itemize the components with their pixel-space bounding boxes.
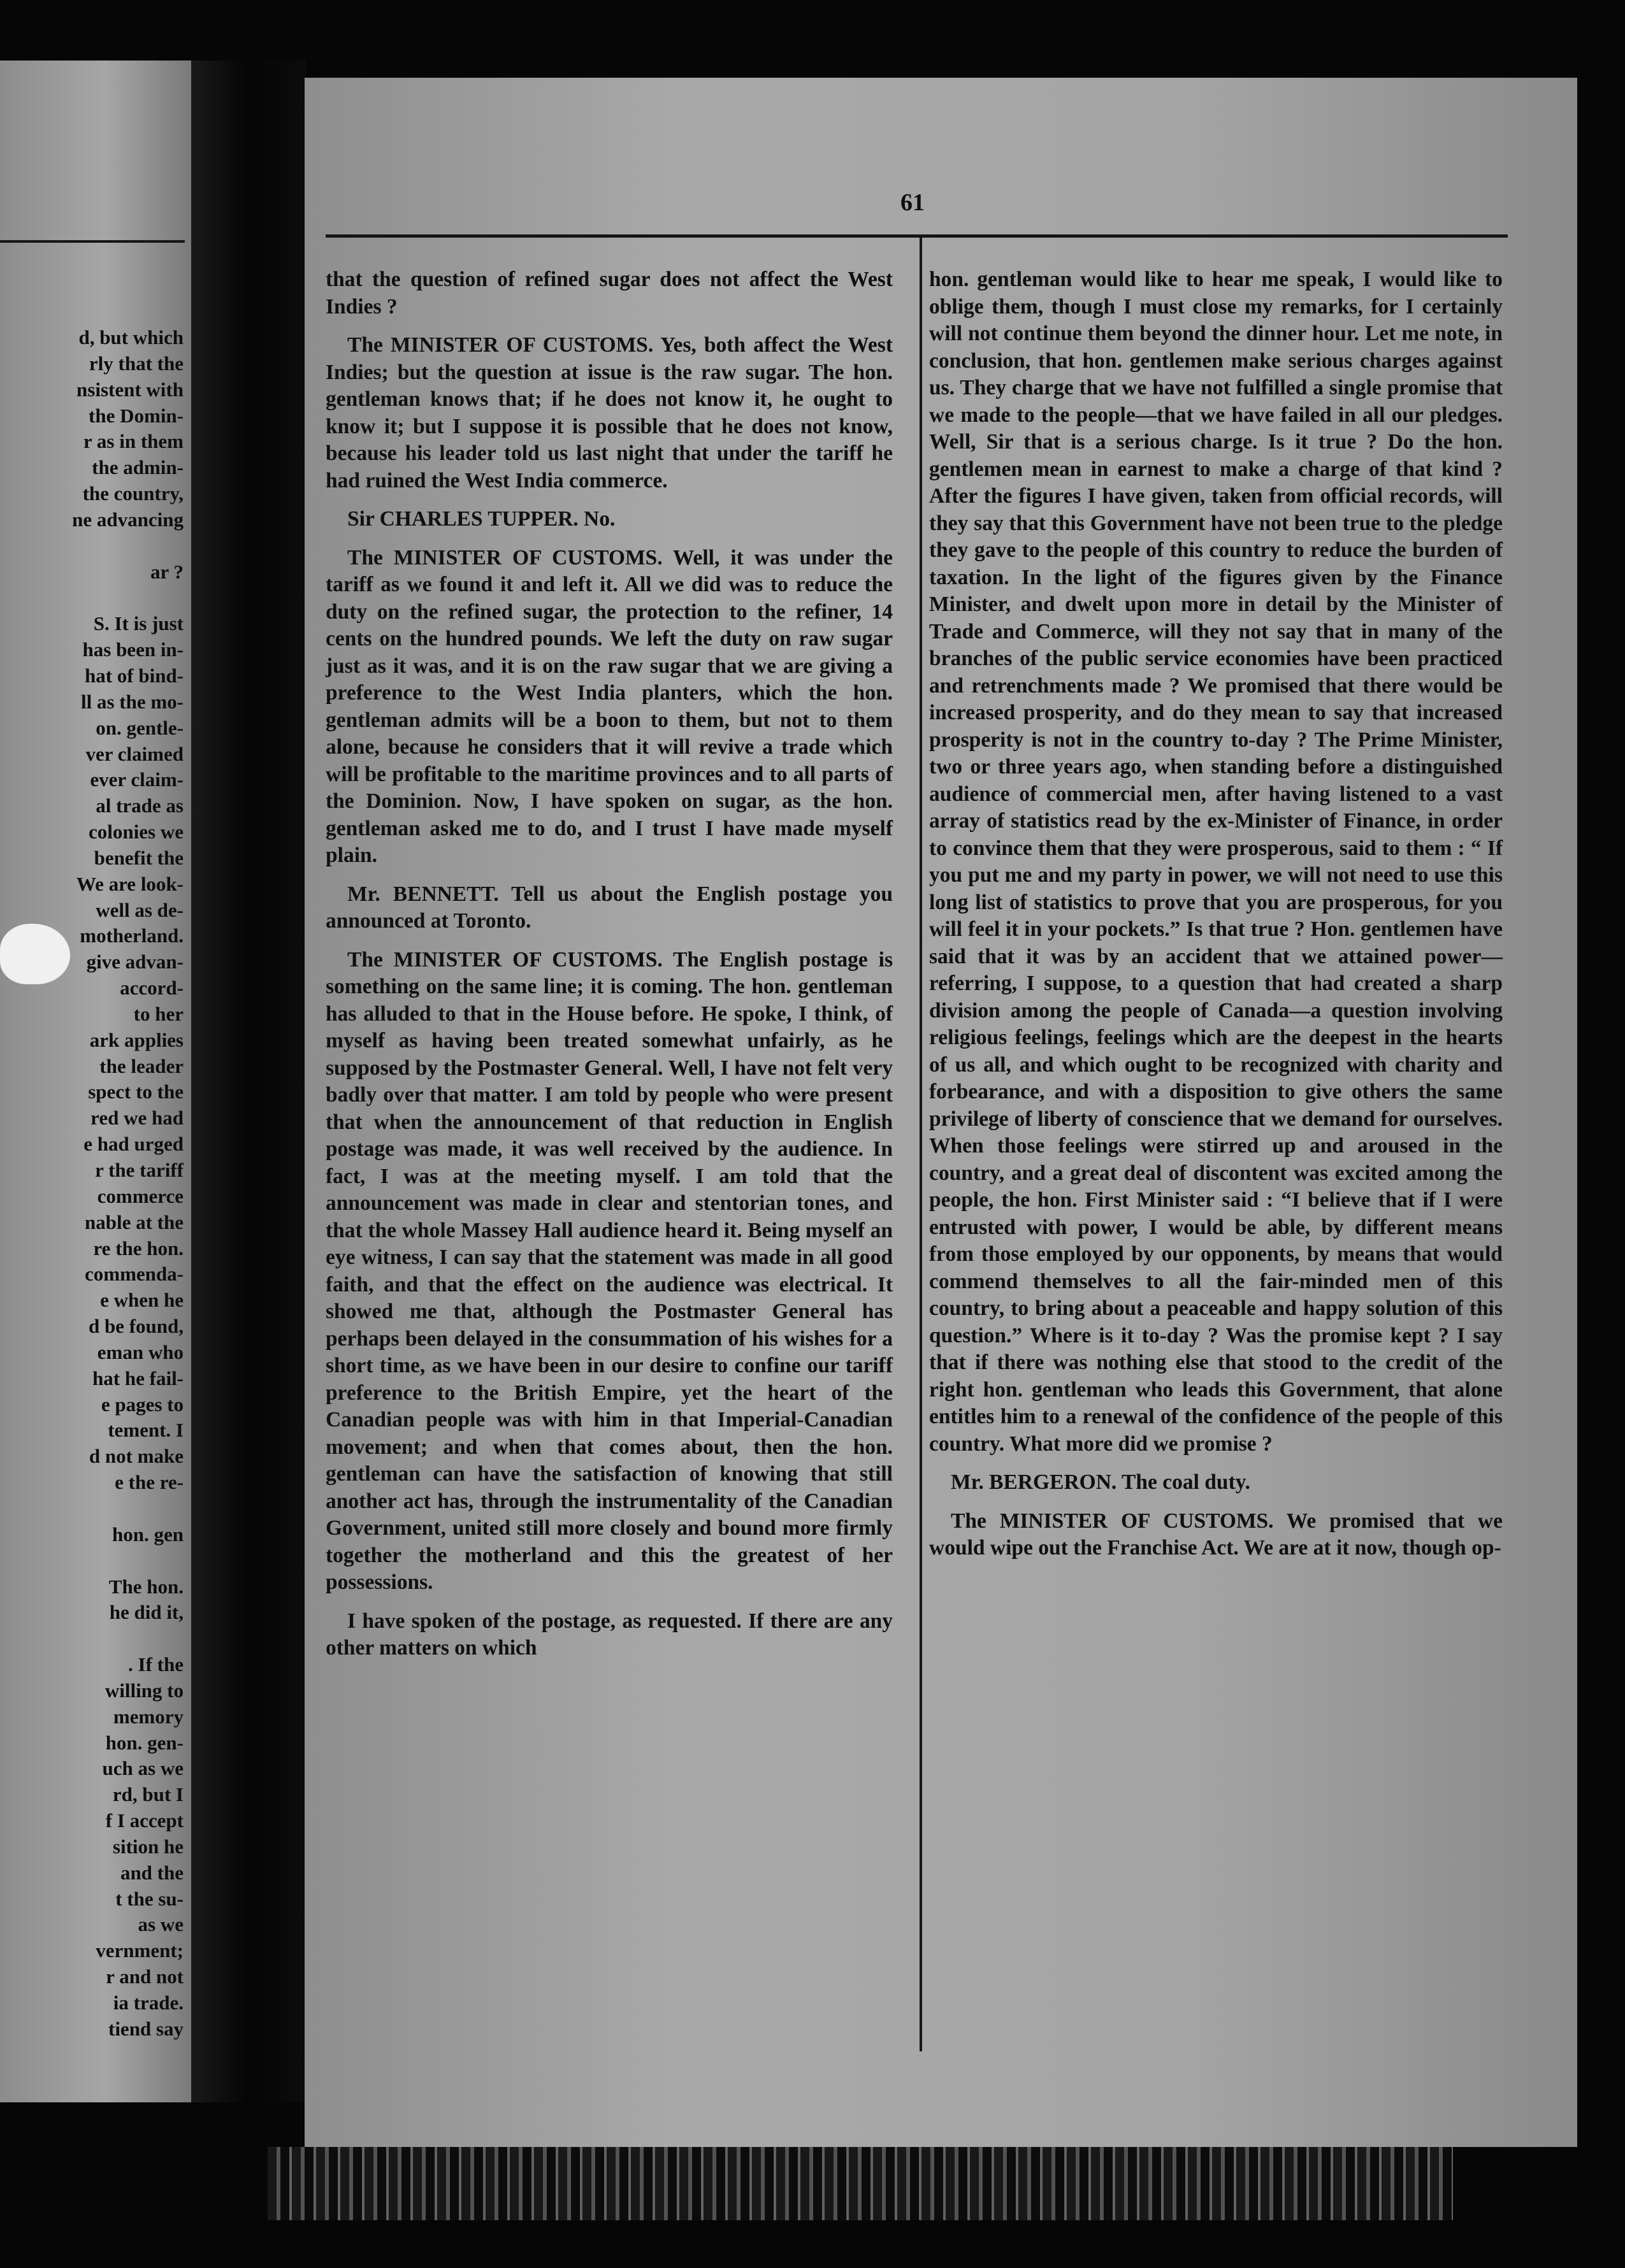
column-divider: [920, 237, 922, 2051]
left-page-line: colonies we: [89, 821, 184, 843]
left-page-line: hon. gen-: [105, 1731, 184, 1754]
left-page-line: on. gentle-: [96, 716, 184, 739]
paragraph: The MINISTER OF CUSTOMS. We promised that we would wipe out the Franchise Act. We are at it now, though op-: [929, 1509, 1503, 1560]
left-page-line: the country,: [82, 482, 184, 505]
right-column: [929, 266, 1503, 1562]
left-page-line: t the su-: [115, 1887, 184, 1910]
left-page-line: give advan-: [86, 951, 184, 973]
paragraph: Mr. BERGERON. The coal duty.: [951, 1470, 1250, 1494]
paragraph: The MINISTER OF CUSTOMS. Yes, both affect the West Indies; but the question at issue is the raw sugar. The hon. gentleman knows that; if he does not know it, he ought to know it; but I suppose it is possible that he does not know, because his leader told us last night that under the tariff he had ruined the West India commerce.: [326, 333, 893, 492]
paragraph: Mr. BENNETT. Tell us about the English postage you announced at Toronto.: [326, 882, 893, 933]
left-page-line: d not make: [89, 1445, 184, 1468]
header-rule: [326, 234, 1508, 238]
left-page-line: d, but which: [78, 326, 184, 348]
left-page-line: willing to: [105, 1679, 184, 1702]
left-page-line: red we had: [90, 1107, 184, 1130]
page-gutter: [191, 61, 306, 2102]
paragraph: I have spoken of the postage, as requested. If there are any other matters on which: [326, 1609, 893, 1660]
left-page-line: rly that the: [89, 352, 184, 375]
left-page-line: commenda-: [85, 1263, 184, 1286]
left-page-line: tement. I: [108, 1419, 184, 1442]
paragraph: Sir CHARLES TUPPER. No.: [347, 507, 616, 531]
left-page-line: spect to the: [88, 1080, 184, 1103]
left-page-line: ar ?: [150, 560, 184, 583]
left-page-line: uch as we: [102, 1757, 184, 1780]
left-page-line: We are look-: [76, 872, 184, 895]
left-page-text: [0, 325, 184, 2042]
left-page-line: motherland.: [80, 924, 184, 947]
left-page-line: hon. gen: [112, 1523, 184, 1546]
left-page-line: benefit the: [94, 846, 184, 869]
paragraph: The MINISTER OF CUSTOMS. The English postage is something on the same line; it is coming. The hon. gentleman has alluded to that in the House before. He spoke, I think, of myself as having been treated somewhat unfairly, as he supposed by the Postmaster General. Well, I have not felt very badly over that matter. I am told by people who were present that when the announcement of that reduction in English postage was made, it was well received by the audience. In fact, I was at the meeting myself. I am told that the announcement was made in clear and stentorian tones, and that the whole Massey Hall audience heard it. Being myself an eye witness, I can say that the statement was made in all good faith, and that the effect on the audience was electrical. It showed me that, although the Postmaster General has perhaps been delayed in the consummation of his wishes for a short time, as we have been in our desire to confine our tariff preference to the British Empire, yet the heart of the Canadian people was with him in that Imperial-Canadian movement; and when that comes about, then the hon. gentleman can have the satisfaction of knowing that still another act has, through the instrumentality of the Canadian Government, united still more closely and bound more firmly together the motherland and this the greatest of her possessions.: [326, 947, 893, 1594]
left-page-line: hat he fail-: [92, 1367, 184, 1389]
left-page-line: e the re-: [115, 1471, 184, 1494]
left-page-line: the Domin-: [89, 404, 184, 427]
left-page-line: ll as the mo-: [80, 690, 184, 713]
left-page-line: hat of bind-: [84, 664, 184, 687]
left-page-line: commerce: [97, 1184, 184, 1207]
paragraph: The MINISTER OF CUSTOMS. Well, it was under the tariff as we found it and left it. All we did was to reduce the duty on the refined sugar, the protection to the refiner, 14 cents on the hundred pounds. We left the duty on raw sugar just as it was, and it is on the raw sugar that we are giving a preference to the West India planters, which the hon. gentleman admits will be a boon to them, but not to them alone, because he considers that it will revive a trade which will be profitable to the maritime provinces and to all parts of the Dominion. Now, I have spoken on sugar, as the hon. gentleman asked me to do, and I trust I have made myself plain.: [326, 545, 893, 867]
left-page-line: al trade as: [96, 794, 184, 817]
left-page-line: to her: [133, 1002, 184, 1025]
decorative-border-strip: [268, 2147, 1453, 2220]
left-page-line: the admin-: [92, 456, 184, 479]
left-page-line: ia trade.: [113, 1992, 184, 2014]
paper-damage-spot: [0, 924, 70, 984]
left-page-line: vernment;: [96, 1939, 184, 1962]
paragraph: hon. gentleman would like to hear me speak, I would like to oblige them, though I must close my remarks, for I certainly will not continue them beyond the dinner hour. Let me note, in conclusion, that hon. gentlemen make serious charges against us. They charge that we have not fulfilled a single promise that we made to the people—that we have failed in all our pledges. Well, Sir that is a serious charge. Is it true ? Do the hon. gentlemen mean in earnest to make a charge of that kind ? After the figures I have given, taken from official records, will they say that this Government have not been true to the pledge they gave to the people of this country to reduce the burden of taxation. In the light of the figures given by the Finance Minister, and dwelt upon more in detail by the Minister of Trade and Commerce, will they not say that in many of the branches of the public service economies have been practiced and retrenchments made ? We promised that there would be increased prosperity, and do they mean to say that increased prosperity is not in the country to-day ? The Prime Minister, two or three years ago, when standing before a distinguished audience of commercial men, after having listened to a vast array of statistics read by the ex-Minister of Finance, in order to convince them that they were prosperous, said to them : “ If you put me and my party in power, we will not need to use this long list of statistics to prove that you are prosperous, for you will feel it in your pockets.” Is that true ? Hon. gentlemen have said that it was by an accident that we attained power—referring, I suppose, to a question that had created a sharp division among the people of Canada—a question involving religious feelings, feelings which are the deepest in the hearts of us all, and which ought to be recognized with charity and forbearance, and with a disposition to give others the same privilege of liberty of conscience that we demand for ourselves. When those feelings were stirred up and aroused in the country, and a great deal of discontent was excited among the people, the hon. First Minister said : “I believe that if I were entrusted with power, I would be able, by different means from those employed by our opponents, by means that would commend themselves to all the fair-minded men of this country, to bring about a peaceable and happy solution of this question.” Where is it to-day ? Was the promise kept ? I say that if there was nothing else that stood to the credit of the right hon. gentleman who leads this Government, that alone entitles him to a renewal of the confidence of the people of this country. What more did we promise ?: [929, 268, 1503, 1456]
left-page-line: r and not: [106, 1965, 184, 1988]
left-page-line: ne advancing: [72, 508, 184, 531]
left-page-line: memory: [113, 1705, 184, 1728]
left-page-line: sition he: [112, 1835, 184, 1858]
left-page-line: ever claim-: [90, 768, 184, 791]
left-page-line: d be found,: [88, 1315, 184, 1338]
left-page-line: . If the: [128, 1653, 184, 1676]
left-page-line: [0, 533, 184, 559]
left-page-line: e when he: [100, 1289, 184, 1312]
left-page-header-rule: [0, 240, 185, 243]
left-page-line: The hon.: [108, 1575, 184, 1598]
left-page-line: e pages to: [101, 1393, 184, 1416]
left-page-line: tiend say: [108, 2017, 184, 2040]
left-page-line: has been in-: [82, 638, 184, 661]
left-page-line: he did it,: [109, 1601, 184, 1624]
left-page-line: r the tariff: [95, 1159, 184, 1181]
left-page-line: as we: [138, 1913, 184, 1936]
left-page-line: the leader: [99, 1054, 184, 1077]
page-number: 61: [900, 189, 925, 216]
left-page-line: [0, 585, 184, 611]
left-page-line: nable at the: [85, 1210, 184, 1233]
left-page-line: S. It is just: [93, 612, 184, 635]
left-page-line: re the hon.: [93, 1237, 184, 1260]
left-page-line: f I accept: [105, 1809, 184, 1832]
left-page-line: and the: [120, 1861, 184, 1884]
paragraph: that the question of refined sugar does not affect the West Indies ?: [326, 268, 893, 319]
left-page-line: nsistent with: [76, 378, 184, 401]
left-page-line: e had urged: [83, 1133, 184, 1156]
left-page-line: r as in them: [83, 430, 184, 453]
left-page-line: eman who: [97, 1340, 184, 1363]
left-page-line: ark applies: [89, 1028, 184, 1051]
left-page-fragment: [0, 61, 191, 2102]
left-page-line: ver claimed: [85, 742, 184, 765]
left-column: [326, 266, 893, 1662]
left-page-line: [0, 1496, 184, 1522]
left-page-line: [0, 1548, 184, 1574]
left-page-line: [0, 1626, 184, 1652]
left-page-line: accord-: [120, 977, 184, 1000]
left-page-line: rd, but I: [112, 1783, 184, 1806]
left-page-line: well as de-: [96, 898, 184, 921]
